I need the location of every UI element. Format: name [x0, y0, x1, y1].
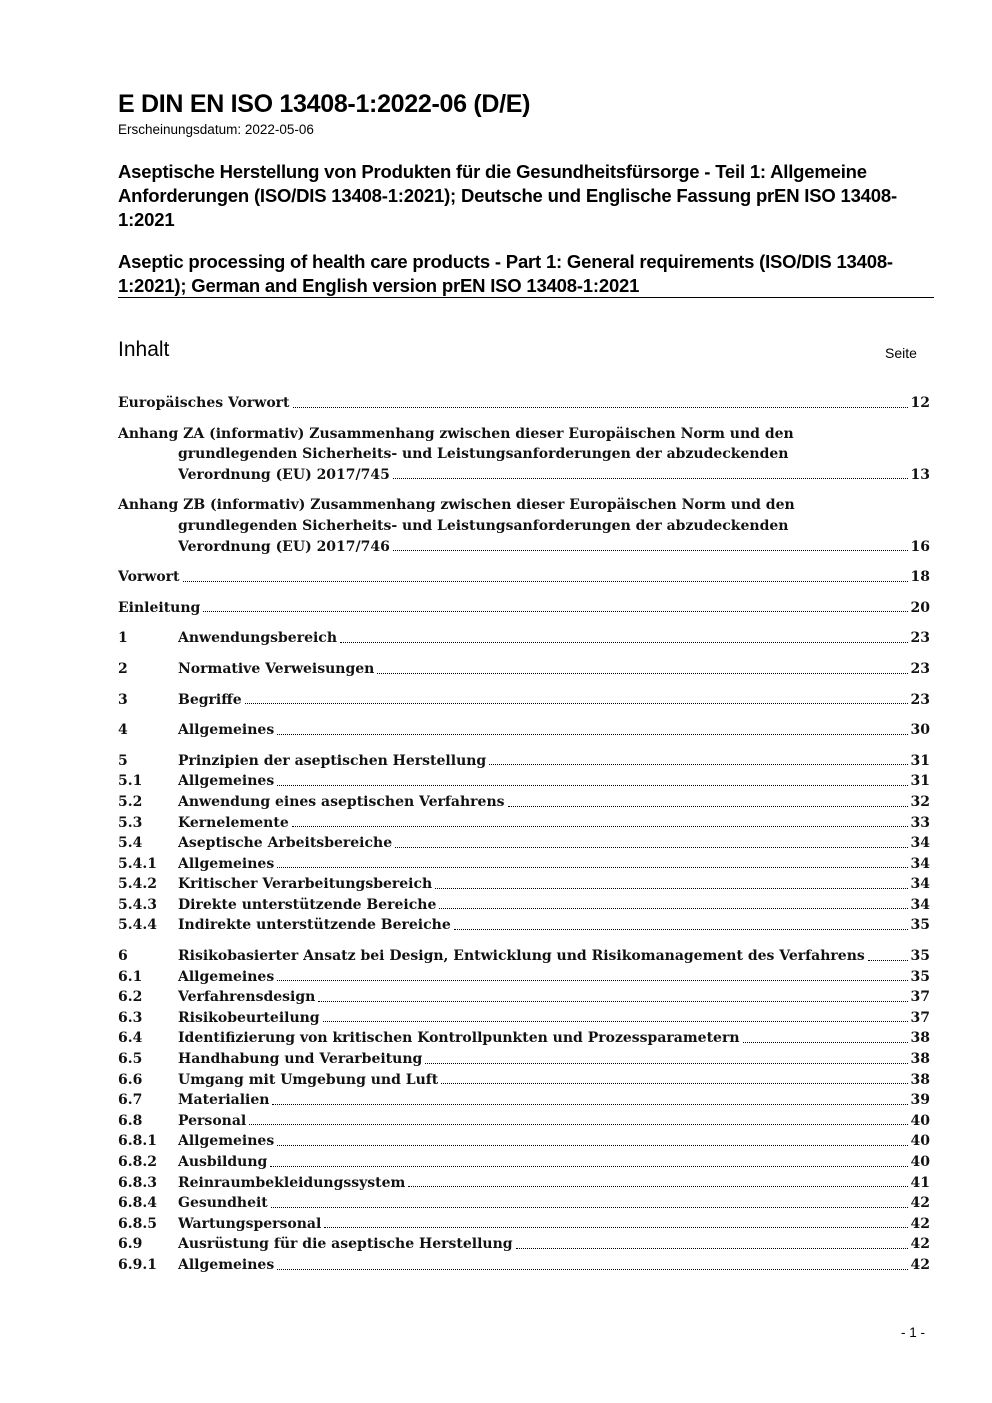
dot-leader — [508, 806, 908, 807]
toc-annex-zb[interactable] — [118, 495, 930, 557]
toc-entry-page: 34 — [910, 896, 930, 913]
dot-leader — [393, 550, 908, 551]
toc-entry[interactable] — [118, 833, 930, 854]
dot-leader — [183, 581, 908, 582]
toc-entry-page: 23 — [910, 630, 930, 647]
dot-leader — [868, 960, 908, 961]
dot-leader — [454, 929, 908, 930]
toc-entry[interactable] — [118, 1193, 930, 1214]
dot-leader — [245, 703, 908, 704]
toc-entry[interactable] — [118, 1028, 930, 1049]
toc-entry-title: Vorwort — [118, 569, 180, 586]
toc-entry[interactable] — [118, 895, 930, 916]
dot-leader — [277, 867, 907, 868]
toc-entry[interactable] — [118, 771, 930, 792]
toc-entry-number: 6.3 — [118, 1009, 143, 1026]
toc-entry[interactable] — [118, 874, 930, 895]
toc-entry[interactable] — [118, 813, 930, 834]
toc-entry-title: Kernelemente — [178, 814, 289, 831]
annex-za-line-3: Verordnung (EU) 2017/745 — [178, 466, 390, 483]
toc-entry-number: 6.6 — [118, 1071, 143, 1088]
toc-entry-page: 30 — [910, 722, 930, 739]
toc-entry-page: 34 — [910, 835, 930, 852]
toc-entry-number: 6.8.2 — [118, 1154, 157, 1170]
toc-entry[interactable] — [118, 1255, 930, 1276]
toc-entry[interactable] — [118, 720, 930, 741]
toc-entry[interactable] — [118, 1173, 930, 1194]
toc-entry-page: 38 — [910, 1051, 930, 1068]
toc-entry-page: 33 — [910, 814, 930, 831]
dot-leader — [318, 1001, 907, 1002]
annex-za-line-2: grundlegenden Sicherheits- und Leistungsanforderungen der abzudeckenden — [178, 446, 789, 463]
toc-entry-title: Verfahrensdesign — [178, 989, 316, 1006]
annex-zb-page: 16 — [910, 538, 930, 555]
toc-entry-number: 6.9.1 — [118, 1256, 157, 1273]
toc-entry[interactable] — [118, 690, 930, 711]
toc-entry-page: 31 — [910, 752, 930, 769]
toc-entry-number: 5.3 — [118, 814, 143, 831]
toc-entry-number: 5.1 — [118, 773, 143, 790]
toc-entry-title: Risikobasierter Ansatz bei Design, Entwicklung und Risikomanagement des Verfahrens — [178, 948, 865, 965]
toc-entry-number: 6.4 — [118, 1030, 143, 1047]
dot-leader — [425, 1063, 907, 1064]
toc-entry-number: 6.8 — [118, 1112, 143, 1129]
toc-entry-title: Aseptische Arbeitsbereiche — [178, 835, 393, 852]
toc-entry-number: 6.7 — [118, 1092, 143, 1109]
dot-leader — [277, 734, 907, 735]
dot-leader — [203, 611, 907, 612]
document-code: E DIN EN ISO 13408-1:2022-06 (D/E) — [118, 90, 531, 118]
toc-entry-title: Allgemeines — [178, 855, 275, 872]
toc-entry-page: 42 — [910, 1215, 930, 1232]
toc-entry-number: 6.8.1 — [118, 1133, 157, 1150]
toc-heading: Inhalt — [118, 338, 170, 361]
dot-leader — [270, 1166, 907, 1167]
annex-zb-line-1: Anhang ZB (informativ) Zusammenhang zwischen dieser Europäischen Norm und den — [118, 497, 795, 514]
toc-annex-za[interactable] — [118, 424, 930, 486]
toc-entry-number: 4 — [118, 722, 128, 739]
dot-leader — [743, 1042, 908, 1043]
annex-za-page: 13 — [910, 466, 930, 483]
toc-entry-number: 5.4.2 — [118, 876, 157, 893]
dot-leader — [277, 785, 907, 786]
toc-entry-number: 5.4.3 — [118, 896, 157, 913]
toc-entry-number: 5.4.4 — [118, 917, 157, 934]
toc-entry-page: 42 — [910, 1195, 930, 1212]
dot-leader — [277, 980, 907, 981]
toc-entry[interactable] — [118, 1131, 930, 1152]
toc-entry-page: 31 — [910, 773, 930, 790]
toc-entry-page: 38 — [910, 1071, 930, 1088]
toc-entry[interactable] — [118, 915, 930, 936]
dot-leader — [293, 407, 908, 408]
toc-entry-number: 6 — [118, 948, 128, 965]
toc-entry[interactable] — [118, 946, 930, 967]
toc-entry[interactable] — [118, 1111, 930, 1132]
toc-entry-page: 40 — [910, 1154, 930, 1170]
title-divider — [118, 297, 934, 298]
toc-entry-title: Personal — [178, 1112, 247, 1129]
toc-entry-page: 32 — [910, 793, 930, 810]
toc-entry[interactable] — [118, 1049, 930, 1070]
toc-entry-title: Anwendungsbereich — [178, 630, 337, 647]
dot-leader — [292, 826, 908, 827]
toc-entry-number: 3 — [118, 691, 128, 708]
toc-entry[interactable] — [118, 1234, 930, 1255]
toc-entry-page: 12 — [910, 395, 930, 411]
toc-entry-title: Allgemeines — [178, 1256, 275, 1273]
toc-entry[interactable] — [118, 1090, 930, 1111]
toc-entry-number: 2 — [118, 660, 128, 677]
toc-entry-title: Europäisches Vorwort — [118, 395, 290, 411]
toc-entry[interactable] — [118, 567, 930, 588]
toc-entry-number: 6.8.4 — [118, 1195, 157, 1212]
toc-entry-page: 35 — [910, 917, 930, 934]
dot-leader — [393, 478, 908, 479]
dot-leader — [277, 1269, 907, 1270]
toc-entry[interactable] — [118, 628, 930, 649]
publication-date: Erscheinungsdatum: 2022-05-06 — [118, 122, 314, 137]
toc-entry-title: Reinraumbekleidungssystem — [178, 1174, 406, 1191]
toc-entry-title: Direkte unterstützende Bereiche — [178, 896, 437, 913]
toc-entry-page: 42 — [910, 1236, 930, 1253]
toc-entry[interactable] — [118, 598, 930, 619]
toc-entry[interactable] — [118, 751, 930, 772]
toc-entry-page: 39 — [910, 1092, 930, 1109]
toc-entry-number: 5.2 — [118, 793, 143, 810]
toc-entry-title: Indirekte unterstützende Bereiche — [178, 917, 451, 934]
toc-entry-page: 41 — [910, 1174, 930, 1191]
dot-leader — [395, 847, 907, 848]
toc-entry-page: 23 — [910, 660, 930, 677]
toc-entry-number: 6.8.3 — [118, 1174, 157, 1191]
toc-entry-number: 1 — [118, 630, 128, 647]
title-german: Aseptische Herstellung von Produkten für die Gesundheitsfürsorge - Teil 1: Allgemeine Anforderungen (ISO/DIS 13408-1:2021); Deutsche und Englische Fassung prEN ISO 13408-1:2021 — [118, 161, 897, 230]
toc-entry-number: 6.1 — [118, 968, 143, 985]
dot-leader — [277, 1145, 907, 1146]
toc-entry[interactable] — [118, 1214, 930, 1235]
toc-entry-page: 37 — [910, 989, 930, 1006]
toc-entry[interactable] — [118, 1152, 930, 1173]
toc-entry-number: 5.4 — [118, 835, 143, 852]
toc-entry-title: Kritischer Verarbeitungsbereich — [178, 876, 433, 893]
toc-entry-title: Einleitung — [118, 599, 201, 616]
toc-entry-title: Handhabung und Verarbeitung — [178, 1051, 423, 1068]
page-number: - 1 - — [901, 1325, 926, 1340]
dot-leader — [272, 1104, 907, 1105]
annex-za-line-1: Anhang ZA (informativ) Zusammenhang zwischen dieser Europäischen Norm und den — [118, 425, 794, 442]
dot-leader — [323, 1021, 908, 1022]
toc-entry-page: 40 — [910, 1133, 930, 1150]
dot-leader — [271, 1207, 908, 1208]
toc-entry-page: 23 — [910, 691, 930, 708]
toc-entry-number: 6.9 — [118, 1236, 143, 1253]
toc-entry-page: 20 — [910, 599, 930, 616]
toc-entry-title: Ausbildung — [178, 1154, 268, 1170]
toc-entry-number: 6.8.5 — [118, 1215, 157, 1232]
toc-entry-page: 42 — [910, 1256, 930, 1273]
toc-entry-title: Begriffe — [178, 691, 242, 708]
title-english: Aseptic processing of health care products - Part 1: General requirements (ISO/DIS 13408-1:2021); German and English version prEN ISO 13408-1:2021 — [118, 251, 893, 296]
annex-zb-line-3: Verordnung (EU) 2017/746 — [178, 538, 390, 555]
toc-entry[interactable] — [118, 792, 930, 813]
toc-entry-title: Gesundheit — [178, 1195, 268, 1212]
toc-entry[interactable] — [118, 967, 930, 988]
toc-entry-title: Normative Verweisungen — [178, 660, 375, 677]
toc-entry-title: Prinzipien der aseptischen Herstellung — [178, 752, 487, 769]
toc-entry-number: 5.4.1 — [118, 855, 157, 872]
dot-leader — [324, 1227, 907, 1228]
toc-entry-page: 35 — [910, 948, 930, 965]
toc-entry-number: 6.5 — [118, 1051, 143, 1068]
toc-entry-title: Allgemeines — [178, 968, 275, 985]
dot-leader — [516, 1248, 908, 1249]
dot-leader — [249, 1124, 907, 1125]
toc-entry[interactable] — [118, 854, 930, 875]
toc-entry[interactable] — [118, 393, 930, 414]
toc-entry-page: 18 — [910, 569, 930, 586]
toc-entry-title: Risikobeurteilung — [178, 1009, 320, 1026]
dot-leader — [340, 642, 908, 643]
toc-entry-title: Ausrüstung für die aseptische Herstellung — [178, 1236, 513, 1253]
dot-leader — [489, 764, 907, 765]
toc-entry-page: 37 — [910, 1009, 930, 1026]
toc-entry-title: Identifizierung von kritischen Kontrollpunkten und Prozessparametern — [178, 1030, 740, 1047]
annex-zb-line-2: grundlegenden Sicherheits- und Leistungsanforderungen der abzudeckenden — [178, 517, 789, 534]
toc-entry-page: 40 — [910, 1112, 930, 1129]
toc-entry-number: 5 — [118, 752, 128, 769]
toc-entry[interactable] — [118, 1008, 930, 1029]
toc-entry[interactable] — [118, 1070, 930, 1091]
table-of-contents — [118, 393, 930, 1276]
toc-entry-title: Allgemeines — [178, 722, 275, 739]
dot-leader — [408, 1186, 907, 1187]
toc-page-column-label: Seite — [885, 345, 917, 361]
toc-entry-page: 38 — [910, 1030, 930, 1047]
toc-entry-number: 6.2 — [118, 989, 143, 1006]
toc-entry-title: Materialien — [178, 1092, 270, 1109]
toc-entry-page: 34 — [910, 855, 930, 872]
toc-entry-title: Allgemeines — [178, 1133, 275, 1150]
toc-entry[interactable] — [118, 987, 930, 1008]
toc-entry-title: Anwendung eines aseptischen Verfahrens — [178, 793, 505, 810]
toc-entry-page: 35 — [910, 968, 930, 985]
toc-entry-title: Wartungspersonal — [178, 1215, 322, 1232]
dot-leader — [435, 888, 907, 889]
toc-entry[interactable] — [118, 659, 930, 680]
dot-leader — [441, 1083, 907, 1084]
dot-leader — [439, 908, 907, 909]
toc-entry-title: Umgang mit Umgebung und Luft — [178, 1071, 439, 1088]
dot-leader — [377, 673, 907, 674]
toc-entry-page: 34 — [910, 876, 930, 893]
toc-entry-title: Allgemeines — [178, 773, 275, 790]
